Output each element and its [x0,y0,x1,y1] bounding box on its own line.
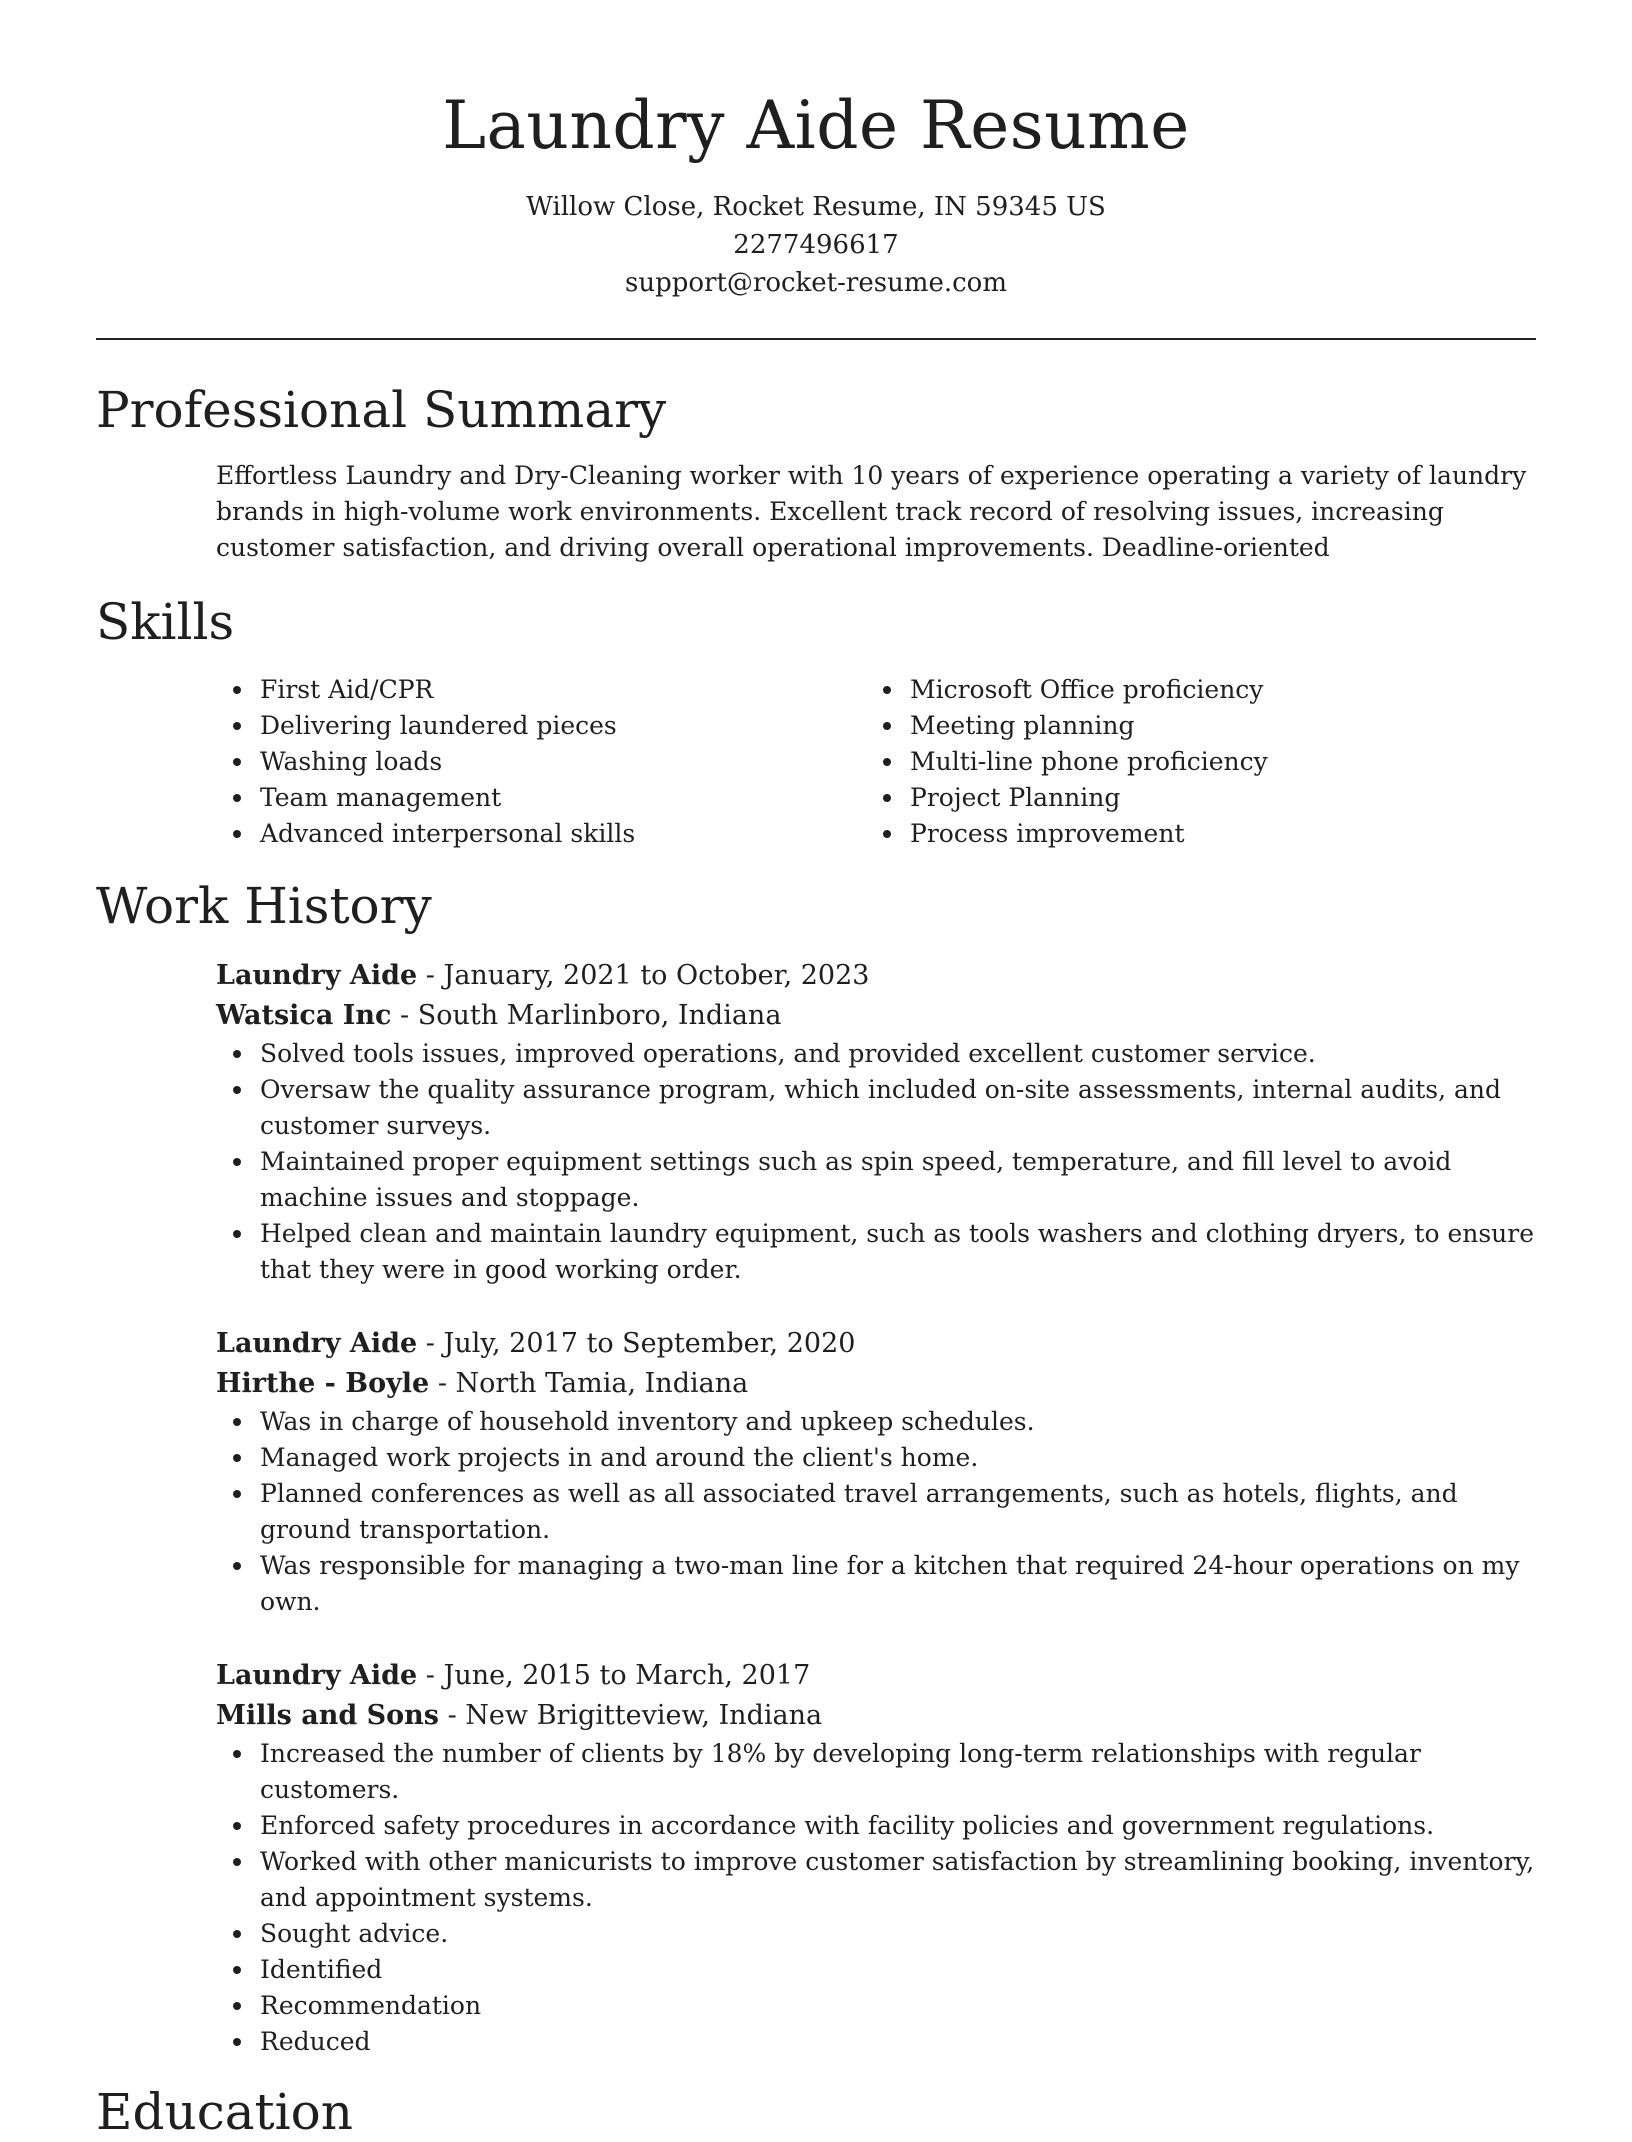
skills-section [96,592,1536,852]
header-divider [96,338,1536,340]
job-bullets [96,1404,1536,1620]
skill-item: First Aid/CPR [260,672,866,708]
job-bullet: Was responsible for managing a two-man line for a kitchen that required 24-hour operations on my own. [260,1548,1536,1620]
job-title-line [216,1656,1536,1696]
job-location: - New Brigitteview, Indiana [439,1700,823,1731]
summary-section [96,380,1536,566]
job-dates: - June, 2015 to March, 2017 [417,1660,811,1691]
skills-grid [216,672,1536,852]
skill-item: Advanced interpersonal skills [260,816,866,852]
phone: 2277496617 [733,230,899,260]
job-bullet: Solved tools issues, improved operations, and provided excellent customer service. [260,1036,1536,1072]
skill-item: Washing loads [260,744,866,780]
job-bullet: Recommendation [260,1988,1536,2024]
education-section [96,2082,1536,2142]
resume-header [96,0,1536,302]
education-heading: Education [96,2083,353,2141]
job-location: - South Marlinboro, Indiana [391,1000,782,1031]
skill-item: Multi-line phone proficiency [910,744,1516,780]
contact-block [96,188,1536,302]
skill-item: Microsoft Office proficiency [910,672,1516,708]
job-bullet: Helped clean and maintain laundry equipment, such as tools washers and clothing dryers, to ensure that they were in good working order. [260,1216,1536,1288]
skill-item: Project Planning [910,780,1516,816]
job-bullet: Enforced safety procedures in accordance with facility policies and government regulations. [260,1808,1536,1844]
skills-heading: Skills [96,593,235,651]
job-bullet: Increased the number of clients by 18% by developing long-term relationships with regular customers. [260,1736,1536,1808]
email: support@rocket-resume.com [624,268,1007,298]
address: Willow Close, Rocket Resume, IN 59345 US [526,192,1106,222]
job-company: Watsica Inc [216,1000,392,1031]
job-entry [216,1656,1536,2060]
work-history-section [96,876,1536,2060]
job-title-line [216,956,1536,996]
summary-text: Effortless Laundry and Dry-Cleaning worker with 10 years of experience operating a variety of laundry brands in high-volume work environments. Excellent track record of resolving issues, increasing customer satisfaction, and driving overall operational improvements. Deadline-oriented [216,461,1527,562]
skill-item: Delivering laundered pieces [260,708,866,744]
job-bullet: Sought advice. [260,1916,1536,1952]
job-bullet: Worked with other manicurists to improve customer satisfaction by streamlining booking, inventory, and appointment systems. [260,1844,1536,1916]
job-role: Laundry Aide [216,1660,418,1691]
job-bullets [96,1736,1536,2060]
job-company-line [216,1364,1536,1404]
job-dates: - January, 2021 to October, 2023 [417,960,870,991]
job-company-line [216,1696,1536,1736]
job-company: Hirthe - Boyle [216,1368,430,1399]
summary-heading: Professional Summary [96,381,667,439]
skill-item: Process improvement [910,816,1516,852]
job-role: Laundry Aide [216,1328,418,1359]
job-bullet: Planned conferences as well as all associated travel arrangements, such as hotels, flights, and ground transportation. [260,1476,1536,1548]
job-bullet: Maintained proper equipment settings such as spin speed, temperature, and fill level to avoid machine issues and stoppage. [260,1144,1536,1216]
job-dates: - July, 2017 to September, 2020 [417,1328,856,1359]
job-title-line [216,1324,1536,1364]
skills-list-left [216,672,866,852]
job-role: Laundry Aide [216,960,418,991]
resume-title: Laundry Aide Resume [442,87,1190,164]
job-bullet: Was in charge of household inventory and upkeep schedules. [260,1404,1536,1440]
resume-page [96,0,1536,2142]
job-bullet: Managed work projects in and around the client's home. [260,1440,1536,1476]
work-history-heading: Work History [96,877,432,935]
job-location: - North Tamia, Indiana [429,1368,749,1399]
job-bullet: Identified [260,1952,1536,1988]
job-company-line [216,996,1536,1036]
job-entry [216,956,1536,1288]
skills-list-right [866,672,1516,852]
skill-item: Meeting planning [910,708,1516,744]
job-entry [216,1324,1536,1620]
job-bullets [96,1036,1536,1288]
job-company: Mills and Sons [216,1700,440,1731]
skill-item: Team management [260,780,866,816]
job-bullet: Oversaw the quality assurance program, which included on-site assessments, internal audits, and customer surveys. [260,1072,1536,1144]
job-bullet: Reduced [260,2024,1536,2060]
